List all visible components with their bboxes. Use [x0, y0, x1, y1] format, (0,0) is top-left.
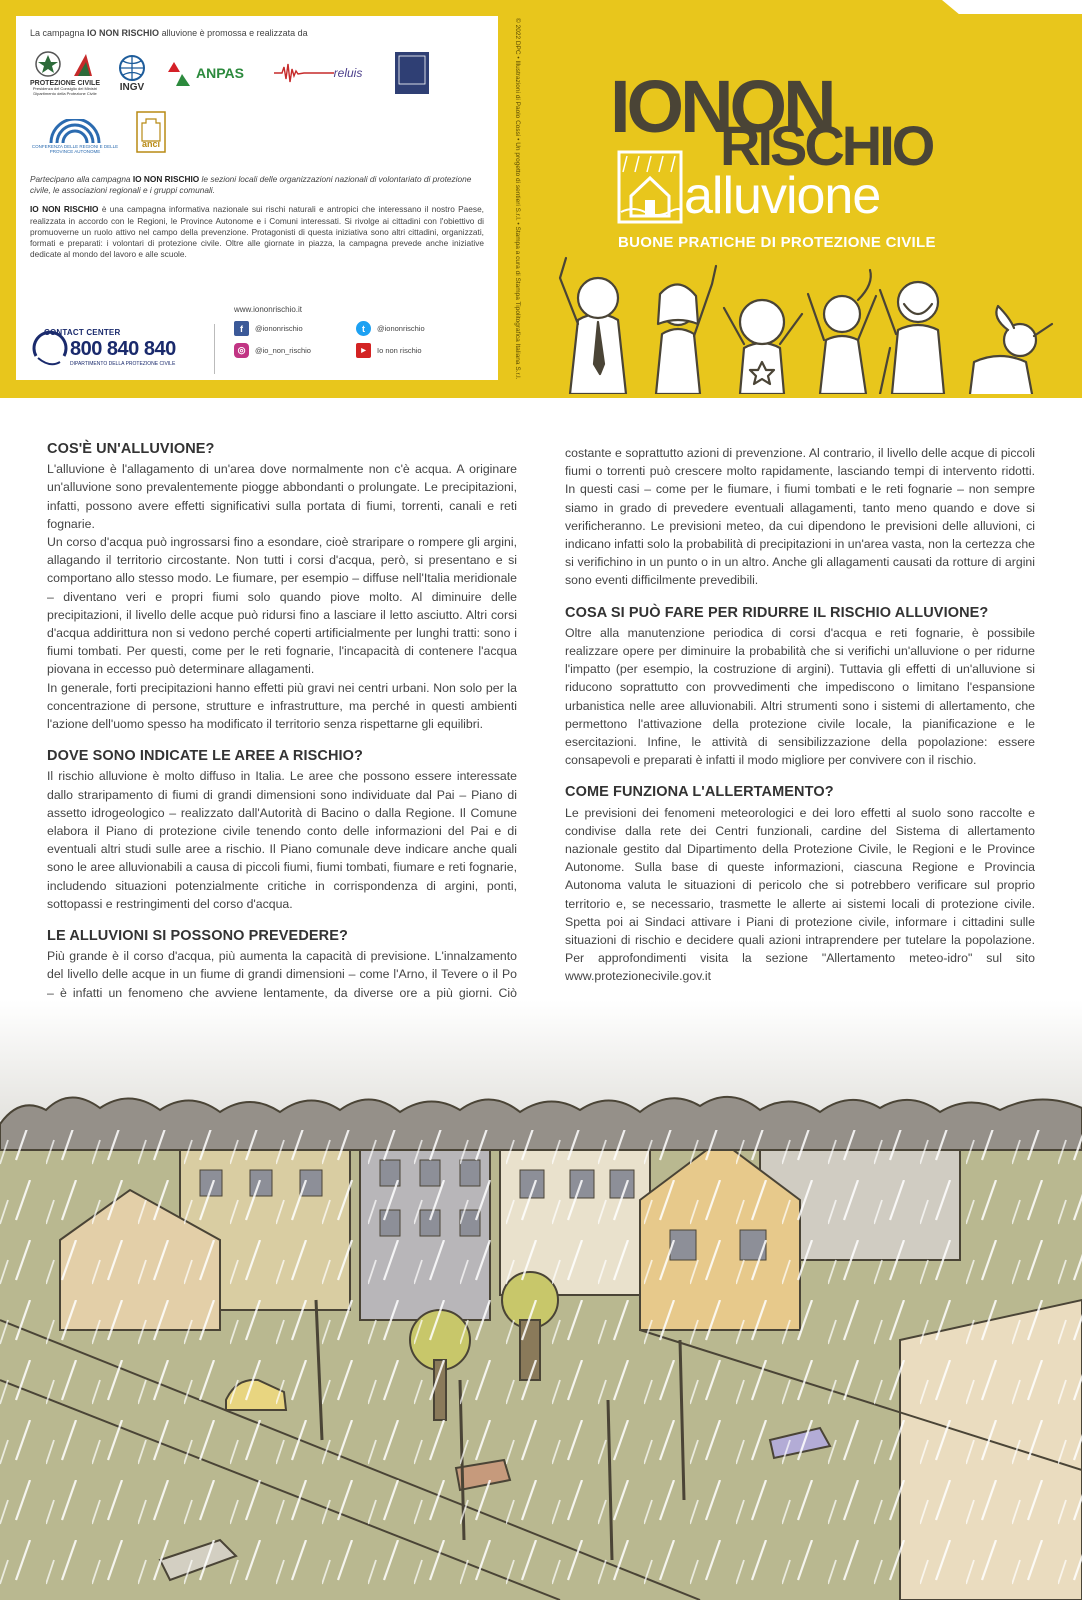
promoter-logos-row-2	[30, 112, 484, 162]
contact-center-subtitle: DIPARTIMENTO DELLA PROTEZIONE CIVILE	[70, 361, 176, 367]
section-title: LE ALLUVIONI SI POSSONO PREVEDERE?	[47, 928, 348, 945]
headset-icon	[30, 316, 70, 370]
paragraph: Le previsioni dei fenomeni meteorologici e dei loro effetti al suolo sono raccolte e condivise dalla rete dei Centri funzionali, cardine del Sistema di allertamento nazionale gestito dal Dipartimento della Protezione Civile, le Regioni e le Province Autonome. Sulla base di queste informazioni, ciascuna Regione e Provincia Autonoma valuta le situazioni di pericolo che si potrebbero verificare sul proprio territorio e, se necessario, trasmette le allerte ai sistemi locali di protezione civile. Spetta poi ai Sindaci attivare i Piani di protezione civile, informare i cittadini sulle situazioni di rischio e decidere quali azioni intraprendere per tutelare la popolazione. Per approfondimenti visita la sezione "Allertamento meteo-idro" sul sito www.protezionecivile.gov.it	[565, 805, 1035, 984]
section-allertamento	[565, 783, 1035, 985]
social-instagram[interactable]: ◎ @io_non_rischio	[234, 343, 311, 358]
promoter-logos-row	[30, 48, 484, 98]
section-title: COME FUNZIONA L'ALLERTAMENTO?	[565, 784, 834, 801]
contact-number[interactable]: 800 840 840	[70, 338, 176, 360]
contact-center-title: CONTACT CENTER	[44, 328, 121, 337]
social-twitter[interactable]: t @iononrischio	[356, 321, 425, 336]
paragraph: L'alluvione è l'allagamento di un'area dove normalmente non c'è acqua. A originare un'alluvione sono prevalentemente piogge abbondanti o prolungate. Le precipitazioni, infatti, possono avere effetti significativi sulla portata di fiumi, torrenti, canali e reti fognarie.	[47, 462, 517, 531]
promo-brand: IO NON RISCHIO	[87, 28, 160, 38]
section-aree-rischio	[47, 747, 517, 913]
social-facebook[interactable]: f @iononrischio	[234, 321, 303, 336]
title-rischio: RISCHIO	[720, 114, 933, 177]
anpas-logo: ANPAS	[164, 58, 244, 88]
paragraph: Più grande è il corso d'acqua, più aumenta la capacità di previsione. L'innalzamento del livello delle acque in un fiume di grandi dimensioni – come l'Arno, il Tevere o il Po – è infatti un fenomeno che avviene lentamente, da diverse ore a più giorni. Ciò	[47, 949, 517, 1000]
section-title: COSA SI PUÒ FARE PER RIDURRE IL RISCHIO ALLUVIONE?	[565, 604, 989, 621]
university-logo	[392, 51, 432, 95]
paragraph: Oltre alla manutenzione periodica di corsi d'acqua e reti fognarie, è possibile realizzare opere per diminuire la probabilità che si verifichi un'alluvione o per ridurne l'impatto (per esempio, la costruzione di argini). Tuttavia gli effetti di un'alluvione si riducono soprattutto con provvedimenti che impediscono o limitano l'espansione urbanistica nelle aree alluvionabili. Altri strumenti sono i sistemi di allertamento, che permettono l'attivazione della protezione civile locale, la pianificazione e le esercitazioni. Infine, le attività di sensibilizzazione della popolazione: essere consapevoli e preparati è infatti il modo migliore per convivere con il rischio.	[565, 625, 1035, 768]
section-title: DOVE SONO INDICATE LE AREE A RISCHIO?	[47, 748, 364, 765]
partners-text: Partecipano alla campagna IO NON RISCHIO le sezioni locali delle organizzazioni nazionali di volontariato di protezione civile, le associazioni regionali e i gruppi comunali.	[30, 174, 472, 196]
house-rain-icon	[617, 150, 683, 224]
contact-center	[30, 316, 190, 370]
campaign-description: IO NON RISCHIO è una campagna informativa nazionale sui rischi naturali e antropici che interessano il nostro Paese, realizzata in accordo con le Regioni, le Province Autonome e i Comuni interessati. Si rivolge ai cittadini con l'obiettivo di promuoverne un ruolo attivo nel campo della prevenzione. Protagonisti di questa iniziativa sono altri cittadini, organizzati, formati e preparati: i volontari di protezione civile. Oltre alle giornate in piazza, la campagna prevede anche iniziative dedicate al mondo del lavoro e alle scuole.	[30, 204, 484, 260]
flood-city-illustration	[0, 1000, 1082, 1600]
website-link[interactable]: www.iononrischio.it	[234, 305, 303, 314]
paragraph: Il rischio alluvione è molto diffuso in Italia. Le aree che possono essere interessate dallo straripamento di fiumi di grandi dimensioni sono individuate dal Pai – Piano di assetto idrogeologico – realizzato dall'Autorità di Bacino o dalla Regione. Il Comune elabora il Piano di protezione civile tenendo conto delle informazioni del Pai e di eventuali altri studi sulle aree a rischio. Il Piano comunale deve indicare anche quali sono le aree alluvionabili a causa di piccoli fiumi, fiumi tombati, fiumare e reti fognarie, includendo situazioni potenzialmente critiche in corrispondenza di argini, ponti, sottopassi e restringimenti del corso d'acqua.	[47, 769, 517, 911]
promo-line: La campagna IO NON RISCHIO alluvione è promossa e realizzata da	[30, 28, 308, 38]
youtube-icon: ▶	[356, 343, 371, 358]
text-column-right	[565, 444, 1035, 1000]
social-divider	[214, 324, 215, 374]
section-cos-e-alluvione	[47, 440, 517, 733]
credits-vertical: © 2022 DPC • Illustrazioni di Paolo Cossi • Un progetto di sentieri S.r.l. • Stampa a cura di Stampa Tipolitografica Italiana S.r.l.	[514, 18, 521, 380]
title-io-non: IONON	[610, 65, 833, 148]
reluis-logo: reluis	[258, 61, 378, 85]
top-banner	[0, 0, 1082, 398]
family-illustration	[540, 244, 1080, 394]
section-prevedere-continued	[565, 444, 1035, 590]
section-title: COS'È UN'ALLUVIONE?	[47, 441, 215, 457]
title-subtitle: BUONE PRATICHE DI PROTEZIONE CIVILE	[618, 234, 936, 251]
paragraph: costante e soprattutto azioni di prevenzione. Al contrario, il livello delle acque di piccoli fiumi o torrenti può crescere molto rapidamente, lasciando tempi di intervento ridotti. In questi casi – come per le fiumare, i fiumi tombati e le reti fognarie – non sempre siamo in grado di prevedere eventuali allagamenti, tanto meno quando e dove si verificheranno. Le previsioni meteo, da cui dipendono le previsioni delle alluvioni, ci indicano infatti solo la probabilità di precipitazioni in un'area vasta, non la certezza che si verifichino in un punto o in un altro. Anche gli allagamenti causati da rotture di argini sono eventi difficilmente prevedibili.	[565, 446, 1035, 588]
section-ridurre-rischio	[565, 604, 1035, 770]
twitter-icon: t	[356, 321, 371, 336]
info-panel	[16, 16, 498, 380]
instagram-icon: ◎	[234, 343, 249, 358]
conferenza-regioni-logo: CONFERENZA DELLE REGIONI E DELLE PROVINCE AUTONOME	[30, 119, 120, 155]
title-alluvione: alluvione	[684, 167, 881, 225]
ingv-logo: INGV	[114, 54, 150, 93]
paragraph: Un corso d'acqua può ingrossarsi fino a esondare, cioè straripare o rompere gli argini, allagando il territorio circostante. Non tutti i corsi d'acqua, però, si presentano e si comportano allo stesso modo. Le fiumare, per esempio – diffuse nell'Italia meridionale – diventano veri e propri fiumi solo quando piove molto. Al diminuire delle precipitazioni, il livello delle acque può ridursi fino a lasciare il letto asciutto. Altri corsi d'acqua addirittura non si vedono perché coperti artificialmente per lunghi tratti: sono i fiumi tombati. Per questi, come per le reti fognarie, l'incapacità di contenere l'acqua piovana in eccesso può determinare allagamenti.	[47, 535, 517, 677]
anci-logo: anci	[134, 111, 168, 163]
paragraph: In generale, forti precipitazioni hanno effetti più gravi nei centri urbani. Non solo per la concentrazione di persone, strutture e infrastrutture, ma perché in questi ambienti l'azione dell'uomo spesso ha modificato il territorio senza rispettarne gli equilibri.	[47, 680, 517, 732]
corner-notch	[942, 0, 1082, 14]
social-youtube[interactable]: ▶ Io non rischio	[356, 343, 422, 358]
protezione-civile-logo: PROTEZIONE CIVILE Presidenza del Consiglio dei Ministri Dipartimento della Protezione Civile	[30, 50, 100, 96]
facebook-icon: f	[234, 321, 249, 336]
text-column-left	[47, 440, 517, 1034]
